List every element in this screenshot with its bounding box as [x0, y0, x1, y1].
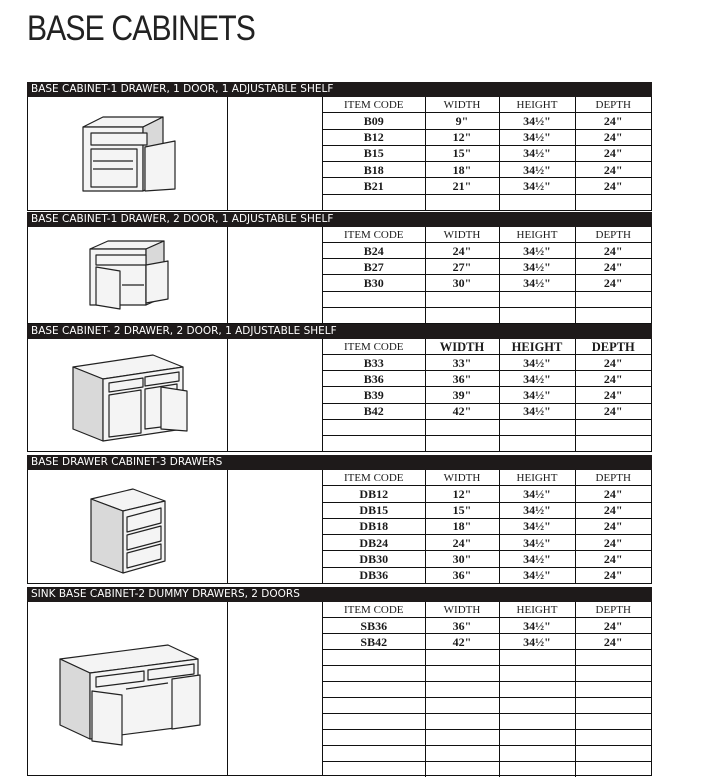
item-code: B27 — [323, 259, 425, 275]
item-height: 34½" — [499, 551, 575, 567]
item-depth: 24" — [575, 275, 651, 291]
column-header-height: HEIGHT — [499, 97, 575, 113]
column-header-width: WIDTH — [425, 339, 499, 355]
item-code: DB24 — [323, 535, 425, 551]
item-depth: 24" — [575, 259, 651, 275]
item-width: 27" — [425, 259, 499, 275]
item-code: B39 — [323, 387, 425, 403]
item-width: 24" — [425, 535, 499, 551]
single-door-cabinet-illustration — [28, 97, 228, 210]
column-header-height: HEIGHT — [499, 470, 575, 486]
item-width: 15" — [425, 145, 499, 161]
column-header-code: ITEM CODE — [323, 97, 425, 113]
section-db-three-drawer — [27, 455, 652, 584]
empty-row — [323, 307, 651, 323]
column-header-code: ITEM CODE — [323, 602, 425, 618]
table-row — [323, 518, 651, 534]
table-row — [323, 551, 651, 567]
table-header-row — [323, 227, 651, 243]
item-height: 34½" — [499, 113, 575, 129]
empty-row — [323, 650, 651, 666]
page-title: BASE CABINETS — [27, 8, 255, 50]
table-row — [323, 618, 651, 634]
item-height: 34½" — [499, 145, 575, 161]
table-row — [323, 259, 651, 275]
item-height: 34½" — [499, 502, 575, 518]
section-title: BASE CABINET-1 DRAWER, 2 DOOR, 1 ADJUSTABLE SHELF — [27, 212, 652, 227]
item-width: 12" — [425, 129, 499, 145]
item-code: DB12 — [323, 486, 425, 502]
double-door-cabinet-illustration — [28, 227, 228, 323]
cabinet-drawing-icon — [68, 235, 188, 315]
table-row — [323, 486, 651, 502]
item-height: 34½" — [499, 387, 575, 403]
column-header-width: WIDTH — [425, 227, 499, 243]
table-header-row — [323, 97, 651, 113]
table-row — [323, 371, 651, 387]
spec-table — [323, 227, 651, 323]
section-title: BASE CABINET-1 DRAWER, 1 DOOR, 1 ADJUSTABLE SHELF — [27, 82, 652, 97]
item-code: B15 — [323, 145, 425, 161]
item-width: 30" — [425, 275, 499, 291]
item-width: 33" — [425, 355, 499, 371]
item-code: B36 — [323, 371, 425, 387]
two-drawer-cabinet-illustration — [28, 339, 228, 451]
item-height: 34½" — [499, 634, 575, 650]
item-depth: 24" — [575, 518, 651, 534]
table-row — [323, 243, 651, 259]
item-height: 34½" — [499, 275, 575, 291]
item-depth: 24" — [575, 355, 651, 371]
blank-column — [228, 97, 323, 210]
item-width: 18" — [425, 162, 499, 178]
item-width: 9" — [425, 113, 499, 129]
item-depth: 24" — [575, 243, 651, 259]
empty-row — [323, 291, 651, 307]
item-depth: 24" — [575, 634, 651, 650]
item-height: 34½" — [499, 567, 575, 583]
table-row — [323, 567, 651, 583]
item-depth: 24" — [575, 486, 651, 502]
table-row — [323, 113, 651, 129]
table-row — [323, 403, 651, 419]
item-width: 42" — [425, 634, 499, 650]
empty-row — [323, 435, 651, 451]
item-width: 12" — [425, 486, 499, 502]
item-height: 34½" — [499, 129, 575, 145]
empty-row — [323, 666, 651, 682]
item-height: 34½" — [499, 162, 575, 178]
item-code: B12 — [323, 129, 425, 145]
item-code: B30 — [323, 275, 425, 291]
item-depth: 24" — [575, 113, 651, 129]
cabinet-drawing-icon — [48, 629, 208, 749]
empty-row — [323, 762, 651, 777]
item-code: DB36 — [323, 567, 425, 583]
cabinet-drawing-icon — [53, 345, 203, 445]
item-height: 34½" — [499, 618, 575, 634]
blank-column — [228, 470, 323, 583]
column-header-code: ITEM CODE — [323, 470, 425, 486]
item-depth: 24" — [575, 535, 651, 551]
item-depth: 24" — [575, 145, 651, 161]
table-header-row — [323, 602, 651, 618]
table-header-row — [323, 339, 651, 355]
item-code: DB15 — [323, 502, 425, 518]
table-row — [323, 275, 651, 291]
item-depth: 24" — [575, 551, 651, 567]
item-depth: 24" — [575, 567, 651, 583]
item-height: 34½" — [499, 518, 575, 534]
item-height: 34½" — [499, 243, 575, 259]
section-title: BASE DRAWER CABINET-3 DRAWERS — [27, 455, 652, 470]
column-header-height: HEIGHT — [499, 227, 575, 243]
spec-table — [323, 339, 651, 451]
item-height: 34½" — [499, 371, 575, 387]
column-header-depth: DEPTH — [575, 602, 651, 618]
column-header-depth: DEPTH — [575, 97, 651, 113]
column-header-height: HEIGHT — [499, 339, 575, 355]
empty-row — [323, 194, 651, 210]
item-depth: 24" — [575, 129, 651, 145]
item-width: 36" — [425, 371, 499, 387]
section-sb-sink-base — [27, 587, 652, 776]
item-code: SB42 — [323, 634, 425, 650]
table-row — [323, 387, 651, 403]
empty-row — [323, 730, 651, 746]
item-height: 34½" — [499, 355, 575, 371]
table-row — [323, 162, 651, 178]
empty-row — [323, 746, 651, 762]
item-depth: 24" — [575, 371, 651, 387]
section-b-single-door — [27, 82, 652, 211]
item-height: 34½" — [499, 486, 575, 502]
item-code: B09 — [323, 113, 425, 129]
item-height: 34½" — [499, 403, 575, 419]
item-width: 36" — [425, 567, 499, 583]
empty-row — [323, 419, 651, 435]
table-header-row — [323, 470, 651, 486]
item-width: 24" — [425, 243, 499, 259]
item-height: 34½" — [499, 259, 575, 275]
table-row — [323, 145, 651, 161]
cabinet-drawing-icon — [63, 109, 193, 199]
section-title: SINK BASE CABINET-2 DUMMY DRAWERS, 2 DOORS — [27, 587, 652, 602]
item-width: 39" — [425, 387, 499, 403]
column-header-depth: DEPTH — [575, 227, 651, 243]
item-width: 21" — [425, 178, 499, 194]
column-header-depth: DEPTH — [575, 339, 651, 355]
item-depth: 24" — [575, 178, 651, 194]
column-header-width: WIDTH — [425, 470, 499, 486]
spec-table — [323, 602, 651, 777]
item-code: B42 — [323, 403, 425, 419]
table-row — [323, 502, 651, 518]
blank-column — [228, 339, 323, 451]
three-drawer-cabinet-illustration — [28, 470, 228, 583]
column-header-width: WIDTH — [425, 602, 499, 618]
section-b-two-drawer — [27, 324, 652, 452]
spec-table — [323, 470, 651, 583]
item-code: B33 — [323, 355, 425, 371]
item-depth: 24" — [575, 618, 651, 634]
section-title: BASE CABINET- 2 DRAWER, 2 DOOR, 1 ADJUSTABLE SHELF — [27, 324, 652, 339]
item-code: DB18 — [323, 518, 425, 534]
item-width: 30" — [425, 551, 499, 567]
item-code: DB30 — [323, 551, 425, 567]
sink-base-cabinet-illustration — [28, 602, 228, 775]
spec-table — [323, 97, 651, 210]
item-width: 42" — [425, 403, 499, 419]
item-depth: 24" — [575, 162, 651, 178]
item-code: B21 — [323, 178, 425, 194]
cabinet-drawing-icon — [73, 477, 183, 577]
empty-row — [323, 698, 651, 714]
empty-row — [323, 682, 651, 698]
item-depth: 24" — [575, 403, 651, 419]
table-row — [323, 129, 651, 145]
section-b-double-door — [27, 212, 652, 324]
table-row — [323, 355, 651, 371]
column-header-depth: DEPTH — [575, 470, 651, 486]
column-header-width: WIDTH — [425, 97, 499, 113]
table-row — [323, 535, 651, 551]
blank-column — [228, 227, 323, 323]
item-code: SB36 — [323, 618, 425, 634]
item-height: 34½" — [499, 178, 575, 194]
item-width: 36" — [425, 618, 499, 634]
item-height: 34½" — [499, 535, 575, 551]
table-row — [323, 634, 651, 650]
item-depth: 24" — [575, 387, 651, 403]
item-depth: 24" — [575, 502, 651, 518]
column-header-height: HEIGHT — [499, 602, 575, 618]
empty-row — [323, 714, 651, 730]
item-code: B18 — [323, 162, 425, 178]
item-width: 15" — [425, 502, 499, 518]
column-header-code: ITEM CODE — [323, 227, 425, 243]
column-header-code: ITEM CODE — [323, 339, 425, 355]
blank-column — [228, 602, 323, 775]
item-code: B24 — [323, 243, 425, 259]
item-width: 18" — [425, 518, 499, 534]
table-row — [323, 178, 651, 194]
